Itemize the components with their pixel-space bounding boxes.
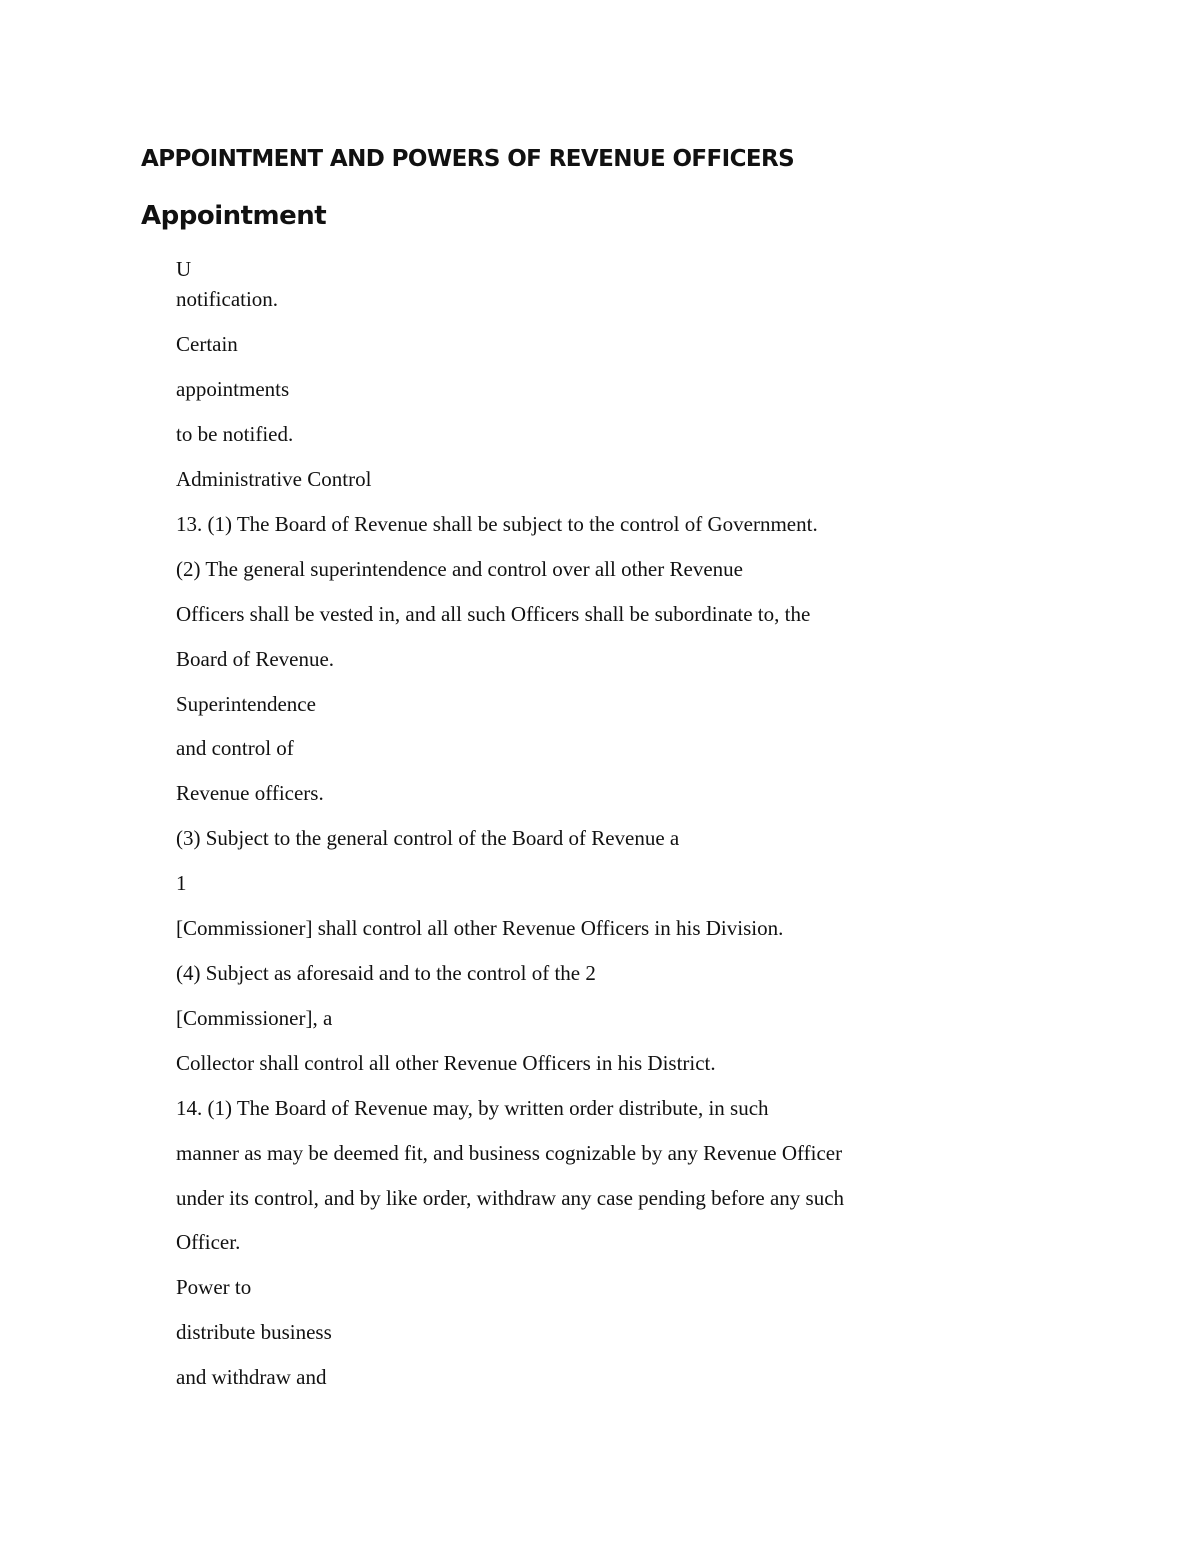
text-line: notification.: [176, 287, 279, 311]
text-line: Officer.: [176, 1230, 241, 1254]
text-line: (2) The general superintendence and control over all other Revenue: [176, 557, 743, 581]
text-line: Board of Revenue.: [176, 647, 335, 671]
section-heading-appointment: Appointment: [141, 201, 327, 231]
text-line: Collector shall control all other Revenue Officers in his District.: [176, 1051, 716, 1075]
text-line: Certain: [176, 332, 238, 356]
text-line: 1: [176, 871, 187, 895]
text-line: Officers shall be vested in, and all such Officers shall be subordinate to, the: [176, 602, 811, 626]
text-line: and control of: [176, 736, 294, 760]
text-line: under its control, and by like order, withdraw any case pending before any such: [176, 1186, 845, 1210]
text-line: (4) Subject as aforesaid and to the control of the 2: [176, 961, 596, 985]
text-line: Revenue officers.: [176, 781, 324, 805]
text-line: Power to: [176, 1275, 252, 1299]
text-line: 13. (1) The Board of Revenue shall be subject to the control of Government.: [176, 512, 818, 536]
text-line: 14. (1) The Board of Revenue may, by written order distribute, in such: [176, 1096, 769, 1120]
text-line: appointments: [176, 377, 290, 401]
text-line: distribute business: [176, 1320, 332, 1344]
text-line: [Commissioner] shall control all other Revenue Officers in his Division.: [176, 916, 784, 940]
text-line: to be notified.: [176, 422, 294, 446]
text-line: [Commissioner], a: [176, 1006, 333, 1030]
text-line: and withdraw and: [176, 1365, 327, 1389]
text-line: Administrative Control: [176, 467, 372, 491]
text-line: manner as may be deemed fit, and business cognizable by any Revenue Officer: [176, 1141, 843, 1165]
text-line: (3) Subject to the general control of the Board of Revenue a: [176, 826, 680, 850]
document-title: APPOINTMENT AND POWERS OF REVENUE OFFICERS: [141, 146, 795, 172]
text-line: U: [176, 257, 192, 281]
text-line: Superintendence: [176, 692, 316, 716]
